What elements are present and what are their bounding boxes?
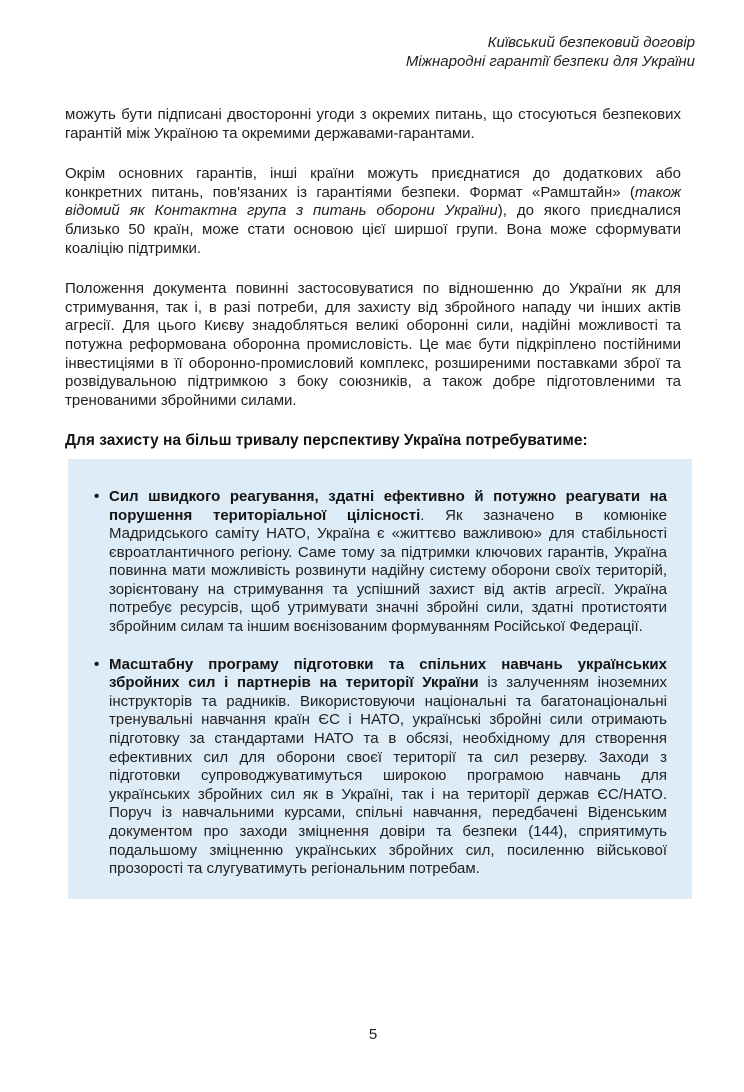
bullet-icon: • [94,655,100,673]
bullet-2-body: із залученням іноземних інструкторів та радників. Використовуючи національні та багатонаціональні тренувальні навчання країн ЄС і НАТО, українські збройні сили отримають підготовку за стандартами НАТО та в обсязі, необхідному для створення ефективних сил для оборони своєї території та сил резерву. Заходи з підготовки супроводжуватимуться широкою програмою навчань для українських збройних сил як в Україні, так і на території держав ЄС/НАТО. Поруч із навчальними курсами, спільні навчання, передбачені Віденським документом про заходи зміцнення довіри та безпеки (144), сприятимуть подальшому зміцненню українських збройних сил, посиленню військової прозорості та слугуватимуть регіональним потребам. [109,674,667,878]
section-heading: Для захисту на більш тривалу перспективу Україна потребуватиме: [65,432,588,450]
highlight-box [68,459,692,899]
list-item [96,488,667,637]
paragraph-3: Положення документа повинні застосовуватися по відношенню до України як для стримування, так і, в разі потреби, для захисту від збройного нападу чи інших актів агресії. Для цього Києву знадобляться великі оборонні сили, надійні можливості та потужна реформована оборонна промисловість. Це має бути підкріплено постійними інвестиціями в її оборонно-промисловий комплекс, розширеними поставками зброї та розвідувальною підтримкою з боку союзників, а також добре підготовленими та тренованими збройними силами. [65,280,681,409]
bullet-icon: • [94,487,100,505]
list-item [96,656,667,879]
bullet-list [96,488,667,879]
header-title-line2: Міжнародні гарантії безпеки для України [405,53,695,70]
bullet-1-bold-lead: Сил швидкого реагування, здатні ефективно й потужно реагувати на порушення територіальної цілісності [109,487,667,524]
paragraph-2-italic-phrase: також відомий як Контактна група з питань оборони України [65,183,681,220]
document-header [406,33,695,71]
paragraph-2-text-start: Окрім основних гарантів, інші країни можуть приєднатися до додаткових або конкретних питань, пов'язаних із гарантіями безпеки. Формат «Рамштайн» ( [65,165,681,201]
bullet-2-bold-lead: Масштабну програму підготовки та спільних навчань українських збройних сил і партнерів на території України [109,655,667,692]
document-body [65,106,681,899]
paragraph-1: можуть бути підписані двосторонні угоди з окремих питань, що стосуються безпекових гарантій між Україною та окремими державами-гарантами. [65,106,681,142]
paragraph-2-text-end: ), до якого приєдналися близько 50 країн, може стати основою цієї ширшої групи. Вона може сформувати коаліцію підтримки. [65,202,681,257]
header-title-line1: Київський безпековий договір [487,34,695,51]
bullet-1-body: . Як зазначено в комюніке Мадридського саміту НАТО, Україна є «життєво важливою» для стабільності євроатлантичного регіону. Саме тому за підтримки ключових гарантів, Україна повинна мати можливість розвинути надійну систему оборони своїх територій, зорієнтовану на стримування та успішний захист від актів агресії. Україна потребує ресурсів, щоб утримувати значні збройні сили, здатні протистояти збройним силам та іншим воєнізованим формуванням Російської Федерації. [109,506,667,636]
paragraph-2 [65,165,681,258]
page-number: 5 [368,1026,378,1043]
